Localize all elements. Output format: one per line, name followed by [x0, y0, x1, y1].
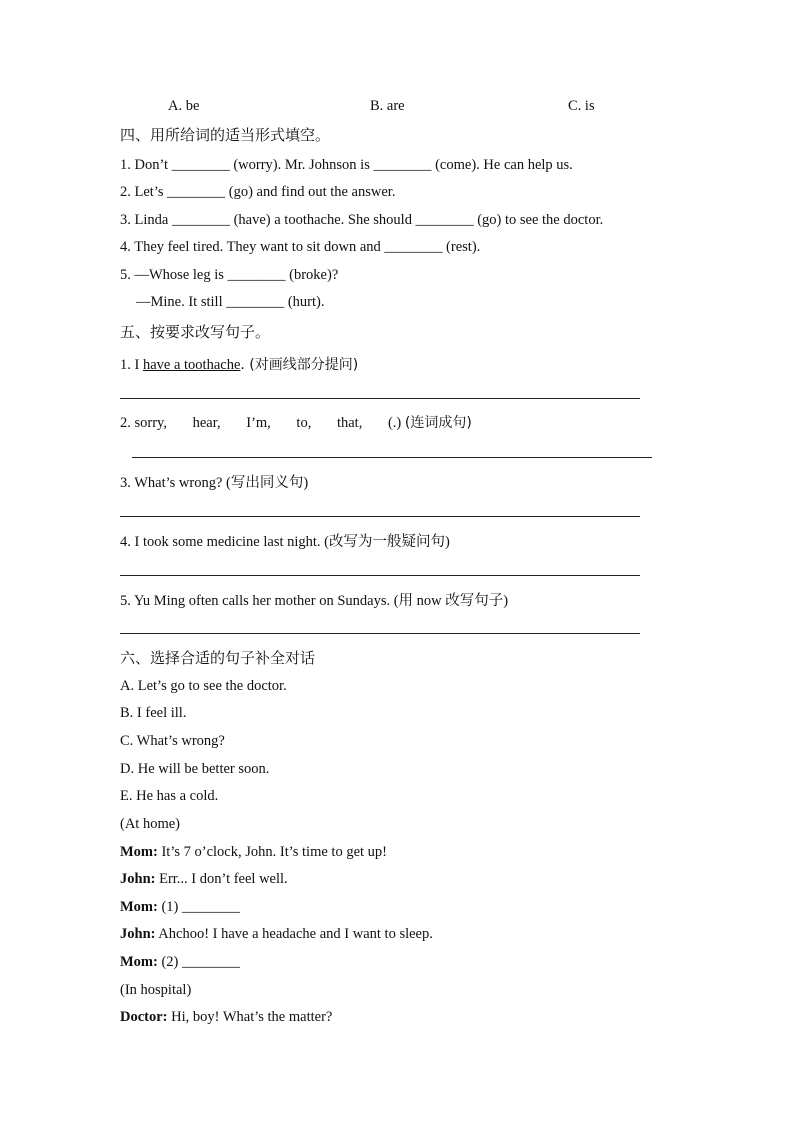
dialogue-line: [120, 1009, 332, 1026]
utterance: (2) ________: [157, 954, 241, 970]
answer-line-4: [120, 575, 640, 576]
option-c: C. is: [568, 98, 595, 114]
answer-line-2: [132, 457, 652, 458]
section4-q2: 2. Let’s ________ (go) and find out the answer.: [120, 184, 396, 200]
section4-q1: 1. Don’t ________ (worry). Mr. Johnson is ________ (come). He can help us.: [120, 157, 573, 173]
dialogue-line: [120, 926, 433, 943]
speaker: John:: [120, 871, 156, 887]
section5-q5: 5. Yu Ming often calls her mother on Sundays. (用 now 改写句子): [120, 593, 509, 609]
section4-q4: 4. They feel tired. They want to sit down and ________ (rest).: [120, 239, 481, 255]
section6-title: 六、选择合适的句子补全对话: [120, 649, 316, 667]
choice-e: E. He has a cold.: [120, 788, 219, 804]
dialogue-line: [120, 871, 288, 888]
section4-title: 四、用所给词的适当形式填空。: [120, 126, 331, 144]
choice-d: D. He will be better soon.: [120, 761, 270, 777]
utterance: (1) ________: [157, 899, 241, 915]
option-a: A. be: [168, 98, 200, 114]
speaker: Mom:: [120, 844, 158, 860]
section4-q3: 3. Linda ________ (have) a toothache. She should ________ (go) to see the doctor.: [120, 212, 604, 228]
choice-c: C. What’s wrong?: [120, 733, 225, 749]
dialogue-line: [120, 954, 240, 971]
section5-q2-word: 2. sorry,: [120, 415, 167, 431]
section5-q2-word: that,: [336, 415, 363, 431]
section4-q5a: 5. —Whose leg is ________ (broke)?: [120, 267, 339, 283]
scene-at-home: (At home): [120, 816, 180, 832]
utterance: Hi, boy! What’s the matter?: [167, 1009, 333, 1025]
answer-line-5: [120, 633, 640, 634]
section5-q1-prefix: 1. I: [120, 357, 143, 373]
section5-q2-word: I’m,: [246, 415, 271, 431]
section5-q2: [120, 412, 472, 432]
speaker: Mom:: [120, 954, 158, 970]
section5-q3: 3. What’s wrong? (写出同义句): [120, 475, 309, 491]
answer-line-3: [120, 516, 640, 517]
section5-q4: 4. I took some medicine last night. (改写为一般疑问句): [120, 534, 450, 550]
choice-a: A. Let’s go to see the doctor.: [120, 678, 287, 694]
dialogue-line: [120, 844, 387, 861]
dialogue-line: [120, 899, 240, 916]
section5-q1: [120, 354, 358, 374]
choice-b: B. I feel ill.: [120, 705, 187, 721]
option-b: B. are: [370, 98, 405, 114]
section5-title: 五、按要求改写句子。: [120, 323, 271, 341]
answer-line-1: [120, 398, 640, 399]
utterance: It’s 7 o’clock, John. It’s time to get up!: [157, 844, 387, 860]
section5-q2-instruction: (连词成句): [404, 415, 472, 431]
section4-q5b: —Mine. It still ________ (hurt).: [136, 294, 325, 310]
scene-in-hospital: (In hospital): [120, 982, 192, 998]
section5-q2-word: to,: [296, 415, 312, 431]
section5-q1-underlined: have a toothache: [142, 357, 241, 373]
speaker: Mom:: [120, 899, 158, 915]
section5-q2-word: hear,: [192, 415, 221, 431]
section5-q2-word: (.): [387, 415, 402, 431]
section5-q1-suffix: . (对画线部分提问): [240, 357, 359, 373]
speaker: Doctor:: [120, 1009, 168, 1025]
speaker: John:: [120, 926, 156, 942]
utterance: Err... I don’t feel well.: [155, 871, 288, 887]
utterance: Ahchoo! I have a headache and I want to sleep.: [155, 926, 433, 942]
